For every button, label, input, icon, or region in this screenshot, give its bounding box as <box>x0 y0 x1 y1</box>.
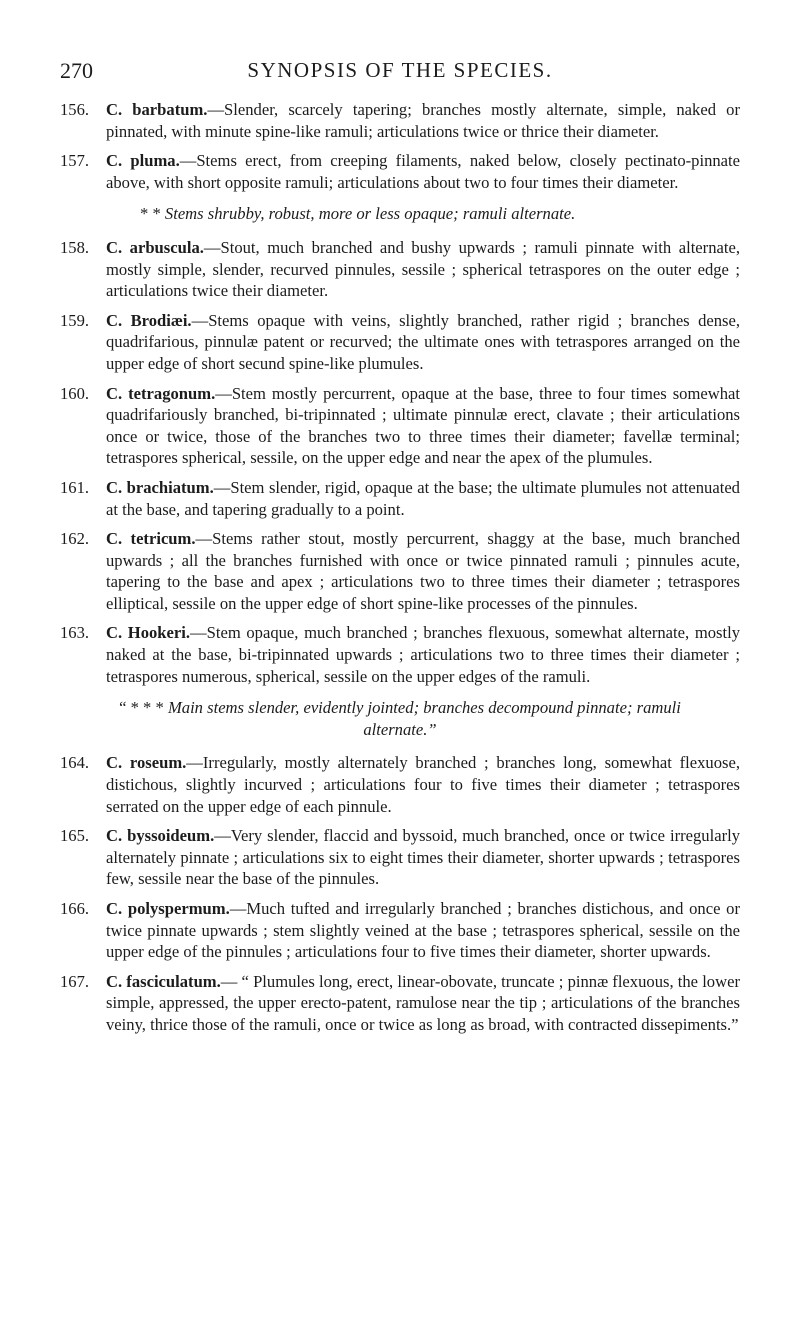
species-number: 163. <box>60 623 90 643</box>
species-number: 162. <box>60 529 90 549</box>
species-entry <box>60 528 740 614</box>
species-number: 157. <box>60 151 90 171</box>
species-name: C. Hookeri. <box>106 623 191 643</box>
species-description: —Stem mostly percurrent, opaque at the base, three to four times somewhat quadrifariously branched, bi-tripinnated ; ultimate pinnulæ erect, clavate ; their articulations once or twice, those of the branches two to three times their diameter; favellæ terminal; tetraspores spherical, sessile, on the upper edge and near the apex of the plumules. <box>106 383 740 468</box>
species-name: C. brachiatum. <box>106 477 214 497</box>
section-heading <box>60 203 740 225</box>
page-number: 270 <box>60 58 93 83</box>
species-number: 161. <box>60 477 90 497</box>
species-description: —Stems opaque with veins, slightly branched, rather rigid ; branches dense, quadrifarious, pinnulæ patent or recurved; the ultimate ones with tetraspores arranged on the upper edge of short secund spine-like plumules. <box>106 310 741 373</box>
section-heading-text: Main stems slender, evidently jointed; branches decompound pinnate; ramuli alternate.” <box>167 698 681 739</box>
species-name: C. roseum. <box>106 753 187 773</box>
species-entry <box>60 383 740 469</box>
species-name: C. tetricum. <box>106 529 196 549</box>
species-number: 164. <box>60 753 90 773</box>
species-description: —Stout, much branched and bushy upwards ; ramuli pinnate with alternate, mostly simple, slender, recurved pinnules, sessile ; spherical tetraspores on the outer edge ; articulations twice their diameter. <box>106 237 740 301</box>
species-entry <box>60 310 740 375</box>
section-heading <box>60 697 740 740</box>
species-name: C. polyspermum. <box>106 899 230 918</box>
species-description: —Stem opaque, much branched ; branches flexuous, somewhat alternate, mostly naked at the base, bi-tripinnated upwards ; articulations two to three times their diameter ; tetraspores numerous, spherical, sessile on the upper edges of the ramuli. <box>106 623 740 686</box>
species-entry <box>60 99 740 142</box>
species-number: 166. <box>60 899 90 918</box>
species-name: C. byssoideum. <box>106 826 215 846</box>
species-number: 165. <box>60 826 90 846</box>
species-name: C. pluma. <box>106 151 180 171</box>
species-number: 160. <box>60 383 90 403</box>
species-number: 167. <box>60 971 90 991</box>
species-description: —Slender, scarcely tapering; branches mostly alternate, simple, naked or pinnated, with minute spine-like ramuli; articulations twice or thrice their diameter. <box>106 100 740 141</box>
species-description: —Much tufted and irregularly branched ; branches distichous, and once or twice pinnate upwards ; stem slightly veined at the base ; tetraspores spherical, sessile on the upper edge of the pinnules ; articulations four to five times their diameter, shorter upwards. <box>106 899 740 962</box>
section-stars: “ * * * <box>119 698 164 718</box>
species-description: —Stems rather stout, mostly percurrent, shaggy at the base, much branched upwards ; all the branches furnished with once or twice pinnated ramuli ; pinnules acute, tapering to the base and apex ; articulations two to three times their diameter ; tetraspores elliptical, sessile on the upper edge of short spine-like processes of the pinnules. <box>106 529 740 613</box>
species-entry <box>60 622 740 687</box>
species-number: 158. <box>60 237 90 257</box>
species-entry <box>60 825 740 890</box>
species-entry <box>60 898 740 963</box>
species-entry <box>60 971 740 1036</box>
species-name: C. fasciculatum. <box>106 971 221 991</box>
species-synopsis-list <box>60 99 740 1044</box>
section-heading-text: Stems shrubby, robust, more or less opaque; ramuli alternate. <box>164 204 576 224</box>
species-entry <box>60 150 740 193</box>
species-entry <box>60 477 740 520</box>
species-name: C. arbuscula. <box>106 237 204 257</box>
species-entry <box>60 237 740 302</box>
running-title: SYNOPSIS OF THE SPECIES. <box>247 58 553 82</box>
section-stars: * * <box>140 204 161 224</box>
species-number: 159. <box>60 310 90 330</box>
species-description: —Very slender, flaccid and byssoid, much branched, once or twice irregularly alternately pinnate ; articulations six to eight times their diameter, shorter upwards ; tetraspores few, sessile near the base of the pinnules. <box>106 826 741 889</box>
species-name: C. tetragonum. <box>106 383 216 403</box>
species-description: — “ Plumules long, erect, linear-obovate, truncate ; pinnæ flexuous, the lower simple, appressed, the upper erecto-patent, ramulose near the tip ; articulations of the branches veiny, thrice those of the ramuli, once or twice as long as broad, with contracted dissepiments.” <box>106 971 740 1034</box>
page-header <box>60 58 740 88</box>
species-name: C. Brodiæi. <box>106 310 192 330</box>
species-description: —Irregularly, mostly alternately branched ; branches long, somewhat flexuose, distichous, slightly incurved ; articulations four to five times their diameter ; tetraspores serrated on the upper edge of each pinnule. <box>106 753 740 816</box>
species-number: 156. <box>60 100 90 119</box>
species-name: C. barbatum. <box>106 100 208 119</box>
species-description: —Stems erect, from creeping filaments, naked below, closely pectinato-pinnate above, with short opposite ramuli; articulations about two to four times their diameter. <box>106 151 741 192</box>
species-description: —Stem slender, rigid, opaque at the base; the ultimate plumules not attenuated at the base, and tapering gradually to a point. <box>106 477 740 519</box>
species-entry <box>60 752 740 817</box>
